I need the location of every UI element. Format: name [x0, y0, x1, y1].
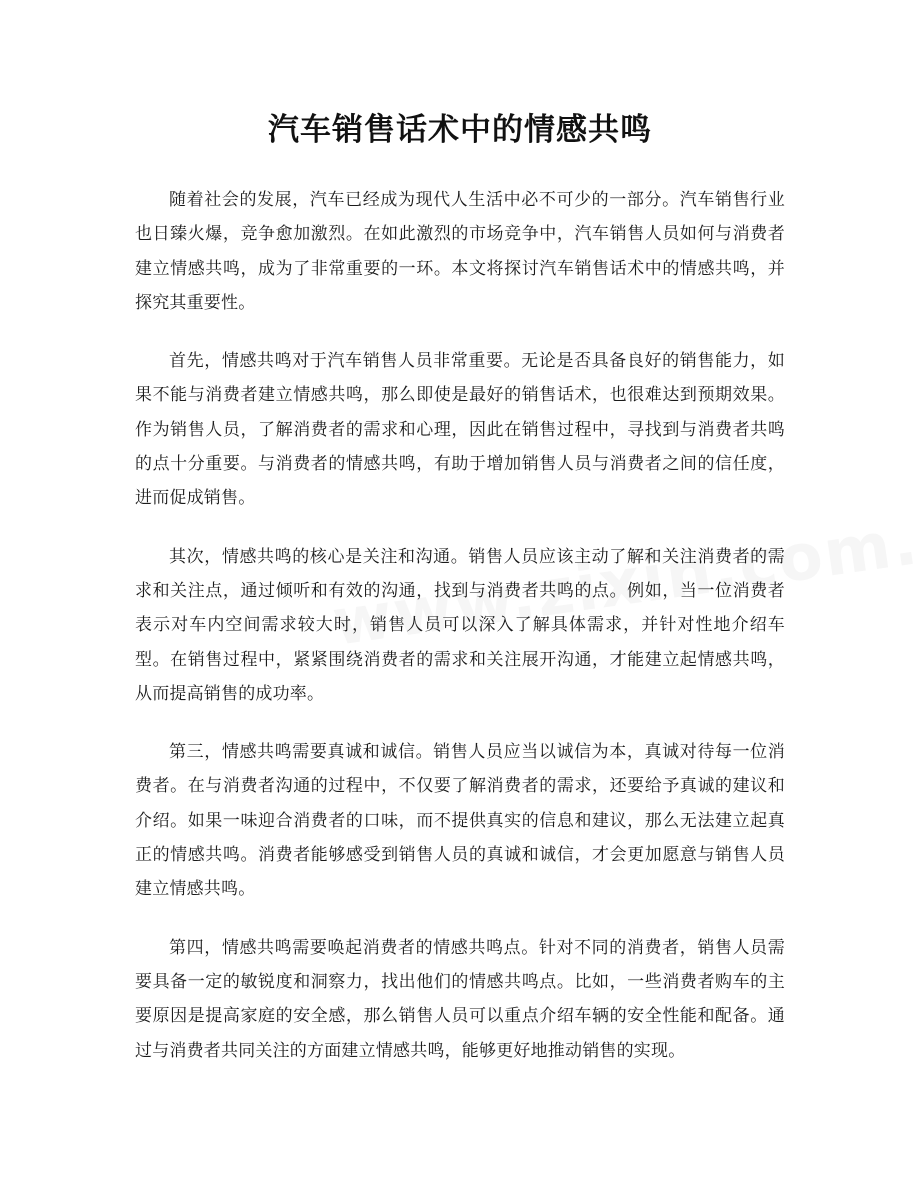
paragraph-1: 随着社会的发展，汽车已经成为现代人生活中必不可少的一部分。汽车销售行业也日臻火爆，竞争愈加激烈。在如此激烈的市场竞争中，汽车销售人员如何与消费者建立情感共鸣，成为了非常重要的一环。本文将探讨汽车销售话术中的情感共鸣，并探究其重要性。 — [135, 190, 785, 313]
paragraph-3: 其次，情感共鸣的核心是关注和沟通。销售人员应该主动了解和关注消费者的需求和关注点，通过倾听和有效的沟通，找到与消费者共鸣的点。例如，当一位消费者表示对车内空间需求较大时，销售人员可以深入了解具体需求，并针对性地介绍车型。在销售过程中，紧紧围绕消费者的需求和关注展开沟通，才能建立起情感共鸣，从而提高销售的成功率。 — [135, 546, 785, 704]
document-title: 汽车销售话术中的情感共鸣 — [268, 112, 652, 148]
paragraph-4: 第三，情感共鸣需要真诚和诚信。销售人员应当以诚信为本，真诚对待每一位消费者。在与消费者沟通的过程中，不仅要了解消费者的需求，还要给予真诚的建议和介绍。如果一味迎合消费者的口味，而不提供真实的信息和建议，那么无法建立起真正的情感共鸣。消费者能够感受到销售人员的真诚和诚信，才会更加愿意与销售人员建立情感共鸣。 — [135, 742, 785, 900]
paragraph-5: 第四，情感共鸣需要唤起消费者的情感共鸣点。针对不同的消费者，销售人员需要具备一定的敏锐度和洞察力，找出他们的情感共鸣点。比如，一些消费者购车的主要原因是提高家庭的安全感，那么销售人员可以重点介绍车辆的安全性能和配备。通过与消费者共同关注的方面建立情感共鸣，能够更好地推动销售的实现。 — [135, 937, 785, 1061]
paragraph-2: 首先，情感共鸣对于汽车销售人员非常重要。无论是否具备良好的销售能力，如果不能与消费者建立情感共鸣，那么即使是最好的销售话术，也很难达到预期效果。作为销售人员，了解消费者的需求和心理，因此在销售过程中，寻找到与消费者共鸣的点十分重要。与消费者的情感共鸣，有助于增加销售人员与消费者之间的信任度，进而促成销售。 — [135, 351, 785, 509]
document-body — [135, 183, 785, 1092]
